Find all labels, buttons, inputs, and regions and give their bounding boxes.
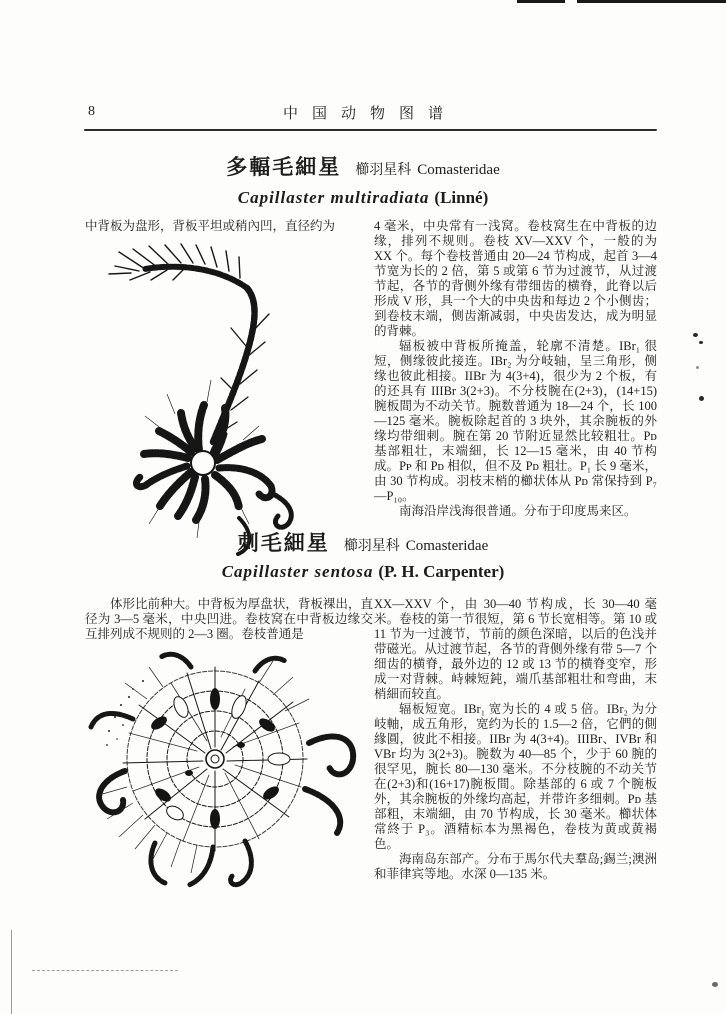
- species-1-lead-text: 中背板为盘形，背板平坦或稍內凹，直径约为: [85, 219, 336, 233]
- species-1-authority: (Linné): [434, 188, 489, 207]
- cirri-rosette: [136, 405, 272, 520]
- species-2-paragraph: 海南岛东部产。分布于馬尔代夫羣岛;錫兰;澳洲和菲律宾等地。水深 0—135 米。: [374, 852, 657, 881]
- disc-plates: [123, 667, 307, 851]
- species-2-chinese-name: 刺毛細星: [237, 531, 330, 555]
- scan-dashed-line: [32, 970, 178, 971]
- species-1-family-latin: Comasteridae: [417, 162, 500, 178]
- species-1-heading: [0, 151, 726, 181]
- species-1-right-column: [374, 219, 657, 519]
- running-head-title: 中国动物图谱: [282, 106, 457, 122]
- ink-speck: [699, 341, 703, 344]
- species-1-family-cn: 櫛羽星科: [355, 163, 412, 178]
- species-2-paragraph: XX—XXV 个，由 30—40 节构成，长 30—40 毫米。卷枝的第一节很短，第 6 节长宽相等。第 10 或 11 节为一过渡节，节前的颜色深暗，以后的色浅并带磁光。从过渡节起，各节的背侧外缘有带 5—7 个细齿的横脊，最外边的 12 或 13 节的横脊变窄，形成一对背棘。峙棘短鈍，端爪基部粗壮和弯曲，末梢細而较直。: [374, 597, 657, 701]
- species-2-paragraph: 辐板短宽。IBr₁ 宽为长的 4 或 5 倍。IBr₂ 为分岐軸，成五角形，宽约为长的 1.5—2 倍，它們的側緣圓，彼此不相接。IIBr 为 4(3+4)。IIIBr、IVBr 和 VBr 均为 3(2+3)。腕数为 40—85 个，少于 60 腕的很罕见，腕长 80—130 毫米。不分枝腕的不动关节在(2+3)和(16+17)腕板間。除基部的 6 或 7 个腕板外，其余腕板的外缘均高起，并带许多细刺。Pᴅ 基部粗，末端細，由 70 节构成，长 30 毫米。櫛状体常終于 P₃。酒精标本为黑褐色，卷枝为黄或黄褐色。: [374, 702, 657, 851]
- species-2-authority: (P. H. Carpenter): [378, 562, 505, 581]
- species-1-paragraph: 辐板被中背板所掩盖，轮廓不清楚。IBr₁ 很短，侧缘彼此接连。IBr₂ 为分岐轴，呈三角形，侧缘也彼此相接。IIBr 为 4(3+4)，很少为 2 个板，有的还具有 IIIBr 3(2+3)。不分枝腕在(2+3)，(14+15)腕板間为不动关节。腕数普通为 18—24 个，长 100—125 毫米。腕板除起首的 3 块外，其余腕板的外缘均带细刺。腕在第 20 节附近显然比较粗壮。Pᴅ 基部粗壮，末端細，长 12—15 毫米，由 40 节构成。Pᴘ 和 Pᴅ 相似，但不及 Pᴅ 粗壮。P₁ 长 9 毫米，由 30 节构成。羽枝末梢的櫛状体从 Pᴅ 常保持到 P₇—P₁₀。: [374, 339, 657, 503]
- rim-cirri: [91, 654, 353, 885]
- species-1-scientific-name: [0, 188, 726, 208]
- species-1-left-column: [85, 219, 357, 572]
- species-1-paragraph: 南海沿岸浅海很普通。分布于印度馬来区。: [399, 504, 637, 518]
- fine-pinnule-hairs: [99, 661, 309, 873]
- scan-edge-strip: [517, 0, 565, 3]
- crinoid-disc-illustration: [63, 647, 379, 909]
- ink-speck: [696, 366, 699, 369]
- species-1-binomial: Capillaster multiradiata: [237, 188, 430, 207]
- species-2-right-column: [374, 597, 657, 882]
- species-2-lead-text: 体形比前种大。中背板为厚盘状，背板裸出，直径为 3—5 毫米，中央凹进。卷枝窝在中背板边缘交互排列成不规则的 2—3 圈。卷枝普通是: [85, 597, 373, 641]
- species-1-paragraph: 4 毫米，中央常有一浅窝。卷枝窝生在中背板的边缘，排列不规则。卷枝 XV—XXV 个，一般的为 XX 个。每个卷枝普通由 20—24 节构成，起首 3—4 节宽为长的 2 倍，第 5 或第 6 节为过渡节，从过渡节起，各节的背侧外缘有带细齿的横脊，此脊以后形成 V 形，具一个大的中央齿和每边 2 个小侧齿；到卷枝末端，侧齿渐减弱，中央齿发达，成为明显的背棘。: [374, 219, 657, 338]
- species-2-left-column: [85, 597, 373, 909]
- species-2-family-cn: 櫛羽星科: [343, 539, 400, 554]
- ink-speck: [693, 333, 698, 337]
- species-2-heading: [0, 527, 726, 557]
- species-2-scientific-name: [0, 562, 726, 582]
- ink-speck: [699, 396, 704, 401]
- page-number: 8: [88, 104, 95, 119]
- header-rule: [84, 129, 657, 131]
- ink-speck: [712, 982, 718, 987]
- crinoid-side-illustration: [75, 242, 367, 572]
- species-2-binomial: Capillaster sentosa: [221, 562, 374, 581]
- species-1-chinese-name: 多輻毛細星: [226, 155, 342, 179]
- scan-edge-strip: [577, 0, 726, 3]
- scan-edge-line: [11, 930, 12, 1014]
- species-2-family-latin: Comasteridae: [405, 538, 489, 554]
